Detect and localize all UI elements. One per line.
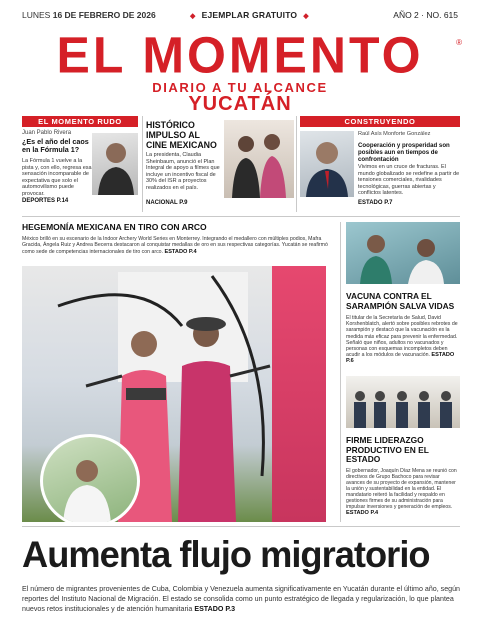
diamond-icon: ◆	[303, 13, 309, 20]
row-divider	[22, 526, 460, 527]
page-ref[interactable]: NACIONAL P.9	[146, 200, 188, 206]
free-copy-label: ◆ EJEMPLAR GRATUITO ◆	[190, 10, 309, 20]
person-icon	[43, 437, 137, 522]
page-ref[interactable]: DEPORTES P.14	[22, 198, 69, 204]
edition-name: YUCATÁN	[188, 93, 292, 115]
story-summary: La Fórmula 1 vuelve a la pista y, con ello, regresa esa sensación incomparable de expectativa que solo el automovilismo puede provocar.	[22, 158, 92, 197]
byline: Raúl Asís Monforte González	[358, 131, 431, 137]
lead-headline: Aumenta flujo migratorio	[22, 534, 430, 575]
headline: HISTÓRICO IMPULSO AL CINE MEXICANO	[146, 120, 217, 150]
issue-number: AÑO 2 · NO. 615	[393, 10, 458, 20]
meeting-photo	[346, 376, 460, 428]
vaccination-icon	[346, 222, 460, 284]
column-divider	[142, 116, 143, 212]
archery-photo	[22, 266, 326, 522]
inset-photo	[40, 434, 140, 522]
masthead	[0, 26, 480, 84]
group-icon	[346, 376, 460, 428]
vaccine-story	[346, 222, 460, 372]
section-label: CONSTRUYENDO	[300, 116, 460, 127]
page-ref[interactable]: ESTADO P.7	[358, 200, 393, 206]
headline: VACUNA CONTRA EL SARAMPIÓN SALVA VIDAS	[346, 291, 455, 311]
story-summary: El titular de la Secretaría de Salud, David Korshenblatch, alertó sobre posibles rebrotes de sarampión y destacó que la vacunación es la medida más eficaz para prevenir la enfermedad. Señaló que niños, adultos no vacunados y personas con esquemas incompletos deben acudir a los módulos de vacunación. ESTADO P.6	[346, 315, 458, 365]
story-summary: El gobernador, Joaquín Díaz Mena se reunió con directivos de Grupo Bachoco para revisar avances de su proyecto de expansión, mantener la unión y sustentabilidad en la entidad. El mandatario reiteró la facilidad y respaldo en gestiones firmes de su administración para impulsar inversiones y generación de empleos. ESTADO P.4	[346, 468, 457, 516]
page-ref[interactable]: ESTADO P.3	[194, 605, 236, 613]
person-icon	[300, 131, 354, 197]
row-divider	[22, 216, 460, 217]
cinema-photo	[224, 120, 294, 198]
registered-mark: ®	[456, 38, 462, 47]
archery-story	[22, 222, 336, 522]
headline: HEGEMONÍA MEXICANA EN TIRO CON ARCO	[22, 222, 207, 232]
headline: Cooperación y prosperidad son posibles aun en tiempos de confrontación	[358, 142, 450, 163]
column-divider	[296, 116, 297, 212]
vaccine-photo	[346, 222, 460, 284]
headline: FIRME LIDERAZGO PRODUCTIVO EN EL ESTADO	[346, 435, 429, 465]
story-summary: México brilló en su escenario de la Indoor Archery World Series en Monterrey. Integrando el medallero con múltiples podios, Mafra Gracida, Ángela Ruiz y Andrea Becerra destacaron al conquistar medallas de oro en sus respectivas categorías. Yucatán se reafirmó como sede de competencias internacionales de tiro con arco. ESTADO P.4	[22, 236, 328, 255]
logo: EL MOMENTO	[56, 26, 424, 84]
story-summary: Vivimos en un cruce de fracturas. El mundo globalizado se redefine a partir de tensiones comerciales, rivalidades tecnológicas, guerras abiertas y conflictos latentes.	[358, 164, 460, 196]
byline: Juan Pablo Rivera	[22, 130, 72, 136]
column-divider	[340, 222, 341, 522]
center-column	[146, 116, 294, 212]
person-icon	[92, 133, 138, 195]
left-column	[22, 116, 138, 212]
story-summary: La presidenta, Claudia Sheinbaum, anunció el Plan Integral de apoyo a filmes que incluye un incentivo fiscal de 30% del ISR a proyectos realizados en el país.	[146, 152, 220, 191]
section-label: EL MOMENTO RUDO	[22, 116, 138, 127]
diamond-icon: ◆	[190, 13, 196, 20]
lead-deck: El número de migrantes provenientes de Cuba, Colombia y Venezuela aumenta significativamente en Yucatán durante el último año, según reportes del Instituto Nacional de Migración. El estado se consolida como un punto estratégico de llegada y regularización, lo que plantea nuevos retos institucionales y de atención humanitaria ESTADO P.3	[22, 585, 460, 613]
right-column	[300, 116, 460, 212]
headline: ¿Es el año del caos en la Fórmula 1?	[22, 137, 89, 154]
tagline: DIARIO A TU ALCANCE	[152, 80, 328, 95]
leadership-story	[346, 376, 460, 522]
columnist-photo	[300, 131, 354, 197]
columnist-photo	[92, 133, 138, 195]
issue-date: LUNES 16 DE FEBRERO DE 2026	[22, 10, 156, 20]
two-people-icon	[224, 120, 294, 198]
